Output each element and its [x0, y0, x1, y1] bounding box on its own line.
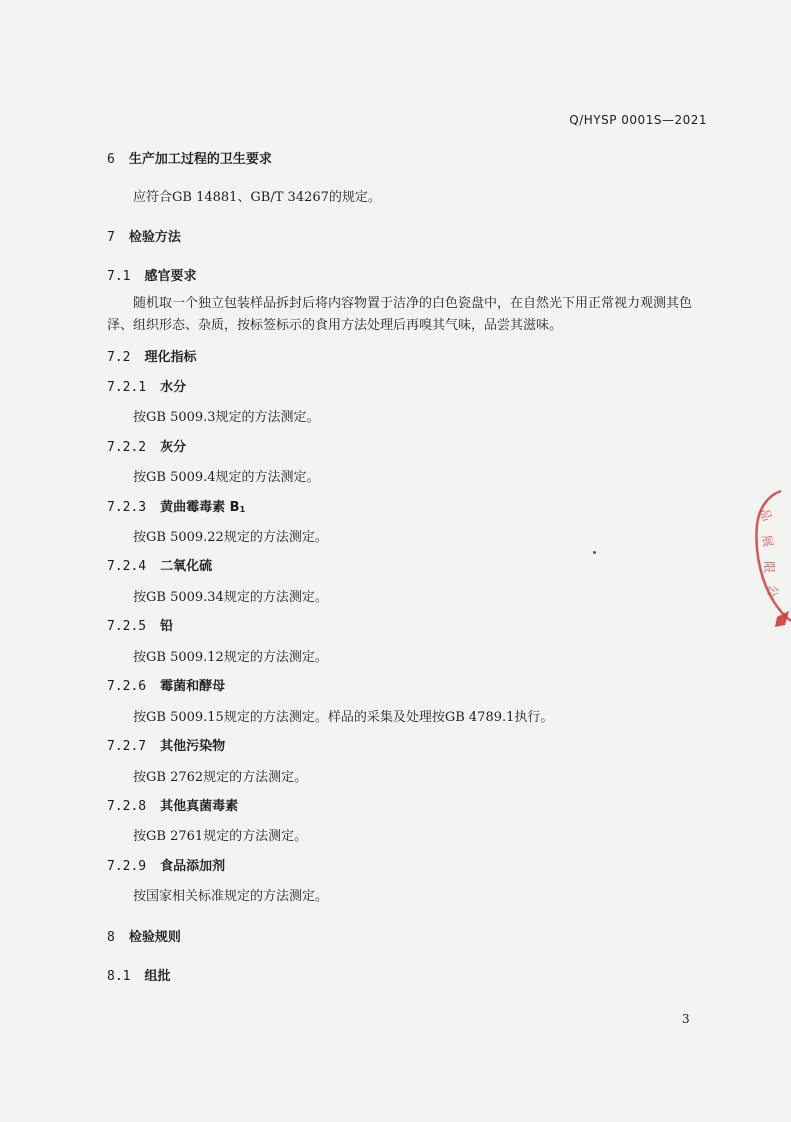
section-title: 检验方法 — [128, 230, 181, 245]
section-heading-6 — [107, 148, 272, 167]
section-text-7-2-8: 按GB 2761规定的方法测定。 — [133, 829, 308, 844]
section-text-7-2-9: 按国家相关标准规定的方法测定。 — [133, 889, 329, 904]
section-number: 7.2.1 — [107, 380, 147, 395]
subscript: 1 — [239, 505, 246, 514]
svg-text:展: 展 — [759, 533, 776, 549]
red-seal-stamp-fragment — [751, 485, 791, 635]
page-number: 3 — [682, 1012, 690, 1026]
section-number: 7.2.5 — [107, 619, 147, 634]
section-heading-7-2-7 — [107, 735, 225, 754]
section-text-7-2-5: 按GB 5009.12规定的方法测定。 — [133, 650, 328, 665]
section-heading-7-2-6 — [107, 675, 225, 694]
section-heading-7-2-3 — [107, 496, 245, 515]
section-text-7-2-1: 按GB 5009.3规定的方法测定。 — [133, 410, 320, 425]
section-text-7-2-3: 按GB 5009.22规定的方法测定。 — [133, 530, 328, 545]
section-number: 7.2.6 — [107, 679, 147, 694]
section-title: 铅 — [160, 619, 174, 634]
section-text-7-2-2: 按GB 5009.4规定的方法测定。 — [133, 470, 320, 485]
section-number: 8.1 — [107, 969, 131, 984]
section-title: 感官要求 — [144, 269, 197, 284]
section-title: 其他污染物 — [160, 739, 226, 754]
document-code: Q/HYSP 0001S—2021 — [569, 113, 707, 127]
section-title: 理化指标 — [144, 350, 197, 365]
svg-text:限: 限 — [762, 561, 776, 574]
svg-text:公: 公 — [764, 583, 781, 599]
section-heading-8 — [107, 926, 181, 945]
section-heading-7-2-1 — [107, 376, 186, 395]
section-title: 霉菌和酵母 — [160, 679, 226, 694]
section-heading-8-1 — [107, 965, 171, 984]
section-heading-7-2-2 — [107, 436, 186, 455]
section-heading-7 — [107, 226, 181, 245]
section-heading-7-2-5 — [107, 615, 173, 634]
section-text-7-2-4: 按GB 5009.34规定的方法测定。 — [133, 590, 328, 605]
section-heading-7-2 — [107, 346, 197, 365]
section-heading-7-2-8 — [107, 795, 238, 814]
section-text-7-2-6: 按GB 5009.15规定的方法测定。样品的采集及处理按GB 4789.1执行。 — [133, 710, 554, 725]
section-title: 其他真菌毒素 — [160, 799, 239, 814]
section-text-7-2-7: 按GB 2762规定的方法测定。 — [133, 770, 308, 785]
section-title: 食品添加剂 — [160, 859, 226, 874]
svg-text:品: 品 — [757, 506, 775, 523]
section-number: 7.2.2 — [107, 440, 147, 455]
section-title: 水分 — [160, 380, 187, 395]
section-title: 二氧化硫 — [160, 559, 213, 574]
section-number: 7.2.4 — [107, 559, 147, 574]
section-title: 黄曲霉毒素 B — [160, 500, 240, 515]
section-text-6: 应符合GB 14881、GB/T 34267的规定。 — [133, 190, 381, 205]
section-title: 组批 — [144, 969, 171, 984]
section-number: 7.2.3 — [107, 500, 147, 515]
section-number: 8 — [107, 930, 115, 945]
section-heading-7-2-9 — [107, 855, 225, 874]
section-text-7-1: 随机取一个独立包装样品拆封后将内容物置于洁净的白色瓷盘中，在自然光下用正常视力观测其色泽、组织形态、杂质，按标签标示的食用方法处理后再嗅其气味，品尝其滋味。 — [107, 296, 693, 333]
scan-speck — [593, 551, 596, 554]
section-title: 检验规则 — [128, 930, 181, 945]
section-number: 6 — [107, 152, 115, 167]
section-number: 7.2.8 — [107, 799, 147, 814]
section-title: 灰分 — [160, 440, 187, 455]
section-number: 7.1 — [107, 269, 131, 284]
section-number: 7 — [107, 230, 115, 245]
section-title: 生产加工过程的卫生要求 — [128, 152, 272, 167]
section-number: 7.2 — [107, 350, 131, 365]
section-number: 7.2.9 — [107, 859, 147, 874]
section-heading-7-1 — [107, 265, 197, 284]
section-number: 7.2.7 — [107, 739, 147, 754]
section-heading-7-2-4 — [107, 555, 212, 574]
